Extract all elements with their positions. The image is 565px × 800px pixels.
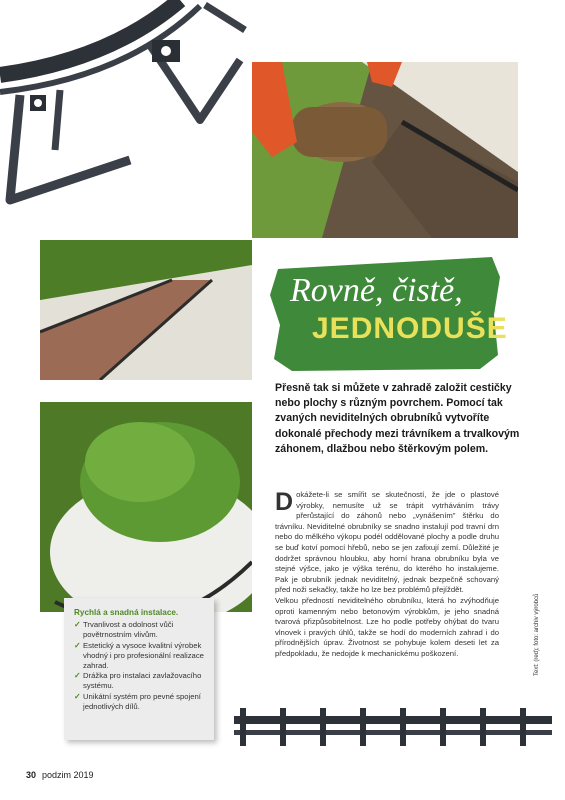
checkmark-icon: ✓ [74, 620, 81, 629]
info-box-list [74, 620, 210, 712]
straight-edging-photo [232, 702, 554, 750]
checkmark-icon: ✓ [74, 640, 81, 650]
conifer-gravel-photo [40, 402, 252, 612]
checkmark-icon: ✓ [74, 671, 81, 680]
info-box [64, 598, 214, 740]
page-footer [26, 770, 94, 780]
article-body [275, 490, 499, 660]
stone-path-photo [40, 240, 252, 380]
turf-roll-photo [252, 62, 518, 238]
info-box-item: ✓ Estetický a vysoce kvalitní výrobek vhodný i pro profesionální realizace zahrad. [74, 640, 204, 670]
title-line-2: JEDNODUŠE [312, 312, 508, 345]
checkmark-icon: ✓ [74, 691, 81, 701]
info-box-item: ✓ Trvanlivost a odolnost vůči povětrnostním vlivům. [74, 620, 174, 639]
page-number: 30 [26, 770, 37, 780]
photo-credit [526, 588, 540, 678]
issue-label: podzim 2019 [42, 770, 94, 780]
photo-credit-text: Text: (red); foto: archiv výrobců [534, 593, 540, 676]
info-box-title: Rychlá a snadná instalace. [74, 608, 179, 617]
info-box-item: ✓ Unikátní systém pro pevné spojení jednotlivých dílů. [74, 691, 201, 711]
info-box-item: ✓ Drážka pro instalaci zavlažovacího systému. [74, 671, 202, 690]
title-line-1: Rovně, čistě, [290, 272, 463, 309]
body-paragraph-2: Velkou předností neviditelného obrubníku, která ho zvýhodňuje oproti kamenným nebo betonovým výrobkům, je jeho snadná tvarová přizpůsobitelnost. Lze ho podle potřeby ohýbat do tvaru vlnovek i pravých úhlů, takže se hodí do moderních zahrad i do přírodnějších úprav. Životnost se pohybuje kolem deseti let za předpokladu, že nedojde k mechanickému poškození. [275, 595, 499, 658]
edging-product-photo [0, 0, 252, 225]
body-paragraph-1: okážete-li se smířit se skutečností, že jde o plastové výrobky, nemusíte už se trápit vytrháváním trávy přerůstající do záhonů nebo „vynášením" štěrku do trávníku. Neviditelné obrubníky se snadno instalují pod travní drn nebo do mělkého výkopu podél oddělované plochy a podle druhu se buď kotví pomocí hřebů, nebo se jen zafixují zemí. Důležité je dodržet správnou hloubku, aby horní hrana obrubníku byla ve stejné výšce, jako je výška terénu, do kterého ho instalujeme. Pak je obrubník jednak neviditelný, jednak bezpečně schovaný před noži sekačky, takže ho lze bez problémů přejíždět. [275, 490, 499, 595]
lead-paragraph: Přesně tak si můžete v zahradě založit cestičky nebo plochy s různým povrchem. Pomocí tak zvaných neviditelných obrubníků vytvoříte dokonalé přechody mezi trávníkem a trvalkovým záhonem, dlažbou nebo štěrkovým polem. [275, 382, 520, 455]
dropcap: D [275, 488, 294, 516]
